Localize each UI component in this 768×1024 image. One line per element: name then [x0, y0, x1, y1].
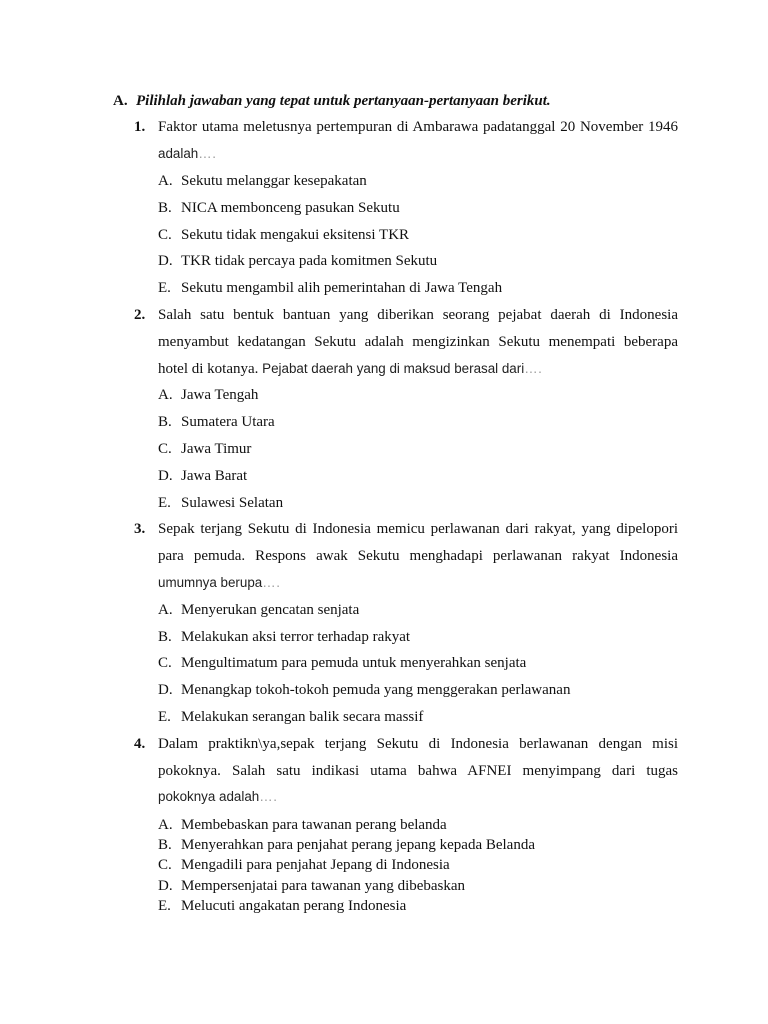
option-text: Menyerahkan para penjahat perang jepang kepada Belanda [181, 837, 535, 854]
question-number: 3. [134, 521, 146, 538]
question-text-line: Sepak terjang Sekutu di Indonesia memicu perlawanan dari rakyat, yang dipelopori [158, 521, 678, 538]
option-b [158, 409, 678, 436]
question-prompt-tail: adalah [158, 146, 199, 162]
option-c [158, 222, 678, 249]
option-d [158, 248, 678, 275]
option-a [158, 382, 678, 409]
question-body [158, 731, 678, 917]
question-4 [0, 731, 768, 917]
option-letter: B. [158, 199, 172, 216]
section-letter: A. [113, 92, 128, 109]
option-e [158, 490, 678, 517]
option-letter: E. [158, 708, 171, 725]
option-text: Jawa Barat [181, 467, 248, 484]
option-text: Melakukan aksi terror terhadap rakyat [181, 628, 411, 645]
question-text-last-line [158, 356, 678, 383]
option-letter: C. [158, 655, 172, 672]
answer-options [158, 382, 678, 516]
option-letter: E. [158, 494, 171, 511]
option-d [158, 677, 678, 704]
option-letter: A. [158, 816, 173, 833]
question-text-segment: hotel di kotanya. [158, 360, 259, 377]
question-text-last-line [158, 141, 678, 168]
option-text: Mengadili para penjahat Jepang di Indonesia [181, 857, 450, 874]
question-number: 4. [134, 735, 146, 752]
option-letter: A. [158, 601, 173, 618]
question-body [158, 302, 678, 516]
option-d [158, 463, 678, 490]
option-letter: B. [158, 628, 172, 645]
option-text: TKR tidak percaya pada komitmen Sekutu [181, 253, 438, 270]
option-letter: E. [158, 897, 171, 914]
option-b [158, 624, 678, 651]
answer-options [158, 168, 678, 302]
answer-blank-ellipsis: …. [262, 574, 281, 590]
question-3 [0, 516, 768, 730]
option-letter: D. [158, 253, 173, 270]
question-text-line: menyambut kedatangan Sekutu adalah mengizinkan Sekutu menempati beberapa [158, 333, 678, 350]
option-a [158, 168, 678, 195]
option-text: Jawa Timur [181, 440, 252, 457]
option-e [158, 275, 678, 302]
question-text-last-line [158, 784, 678, 811]
question-body [158, 114, 678, 302]
question-text-line: para pemuda. Respons awak Sekutu menghadapi perlawanan rakyat Indonesia [158, 548, 678, 565]
section-instruction: Pilihlah jawaban yang tepat untuk pertanyaan-pertanyaan berikut. [136, 92, 551, 109]
option-letter: D. [158, 682, 173, 699]
option-text: Membebaskan para tawanan perang belanda [181, 816, 447, 833]
answer-blank-ellipsis: …. [259, 789, 278, 805]
option-c [158, 436, 678, 463]
question-2 [0, 302, 768, 516]
question-1 [0, 114, 768, 302]
option-text: Sumatera Utara [181, 414, 275, 431]
question-prompt-tail: umumnya berupa [158, 574, 263, 590]
option-text: Jawa Tengah [181, 387, 259, 404]
option-letter: C. [158, 440, 172, 457]
option-c [158, 650, 678, 677]
option-text: Menyerukan gencatan senjata [181, 601, 360, 618]
option-b [158, 835, 678, 855]
option-c [158, 855, 678, 875]
question-text-last-line [158, 570, 678, 597]
option-text: Melakukan serangan balik secara massif [181, 708, 424, 725]
question-text-line: Faktor utama meletusnya pertempuran di Ambarawa padatanggal 20 November 1946 [158, 119, 678, 136]
option-letter: A. [158, 172, 173, 189]
option-letter: E. [158, 280, 171, 297]
option-letter: B. [158, 837, 172, 854]
option-a [158, 597, 678, 624]
question-number: 2. [134, 306, 146, 323]
option-text: Mengultimatum para pemuda untuk menyerahkan senjata [181, 655, 527, 672]
answer-blank-ellipsis: …. [198, 146, 217, 162]
question-body [158, 516, 678, 730]
option-text: NICA membonceng pasukan Sekutu [181, 199, 400, 216]
question-prompt-tail: Pejabat daerah yang di maksud berasal dari [262, 360, 525, 376]
option-letter: C. [158, 857, 172, 874]
option-text: Sekutu mengambil alih pemerintahan di Jawa Tengah [181, 280, 503, 297]
answer-options [158, 597, 678, 731]
section-heading [0, 88, 768, 115]
question-text-line: Dalam praktikn\ya,sepak terjang Sekutu di Indonesia berlawanan dengan misi [158, 735, 678, 752]
option-d [158, 876, 678, 896]
option-letter: B. [158, 414, 172, 431]
option-e [158, 896, 678, 916]
question-text-line: Salah satu bentuk bantuan yang diberikan seorang pejabat daerah di Indonesia [158, 306, 678, 323]
option-text: Sekutu melanggar kesepakatan [181, 172, 367, 189]
option-e [158, 704, 678, 731]
question-number: 1. [134, 119, 146, 136]
option-a [158, 815, 678, 835]
option-text: Sekutu tidak mengakui eksitensi TKR [181, 226, 410, 243]
option-text: Mempersenjatai para tawanan yang dibebaskan [181, 877, 466, 894]
option-letter: A. [158, 387, 173, 404]
option-text: Sulawesi Selatan [181, 494, 284, 511]
answer-options [158, 815, 678, 916]
option-letter: D. [158, 877, 173, 894]
option-b [158, 195, 678, 222]
question-text-line: pokoknya. Salah satu indikasi utama bahwa AFNEI menyimpang dari tugas [158, 762, 678, 779]
option-letter: C. [158, 226, 172, 243]
question-prompt-tail: pokoknya adalah [158, 789, 260, 805]
option-text: Menangkap tokoh-tokoh pemuda yang menggerakan perlawanan [181, 682, 571, 699]
option-letter: D. [158, 467, 173, 484]
option-text: Melucuti angakatan perang Indonesia [181, 897, 407, 914]
answer-blank-ellipsis: …. [524, 360, 543, 376]
